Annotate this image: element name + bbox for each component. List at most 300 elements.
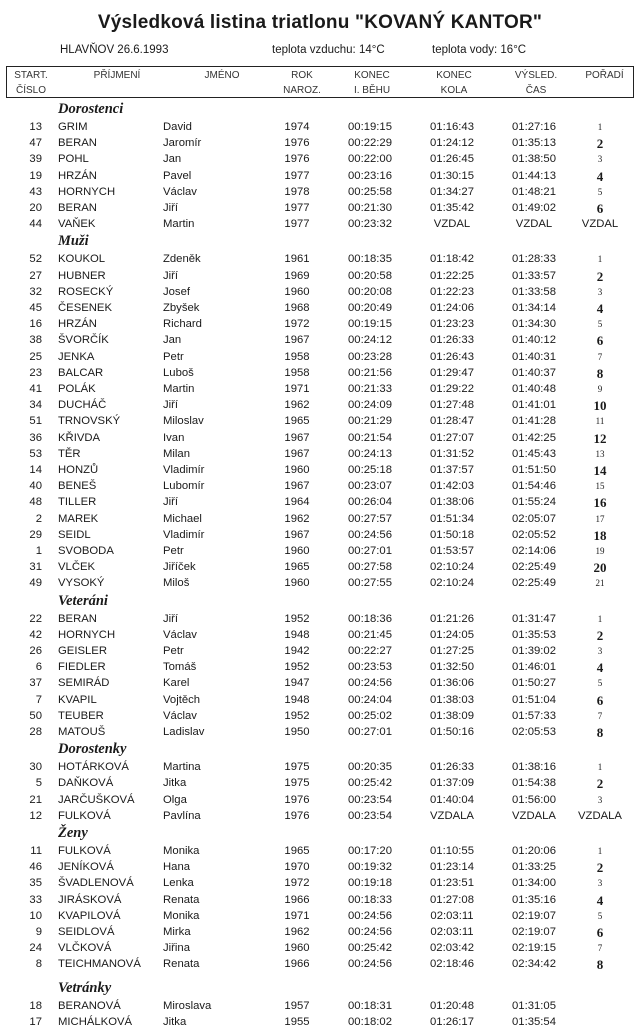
cell-first-name: Petr <box>163 645 184 657</box>
cell-surname: BALCAR <box>58 366 104 379</box>
cell-surname: DUCHÁČ <box>58 399 107 412</box>
cell-start-number: 32 <box>29 285 42 298</box>
cell-run-time: 00:27:55 <box>348 577 392 590</box>
cell-result-time: 01:50:27 <box>512 677 556 690</box>
cell-run-time: 00:18:31 <box>348 999 392 1012</box>
header-rank: POŘADÍ <box>585 70 624 81</box>
cell-result-time: VZDAL <box>515 218 553 231</box>
cell-surname: TEUBER <box>58 709 104 722</box>
table-row <box>0 333 640 348</box>
cell-surname: HORNYCH <box>58 185 116 198</box>
cell-result-time: 02:19:15 <box>512 942 556 955</box>
cell-run-time: 00:25:58 <box>348 185 392 198</box>
table-row <box>0 217 640 232</box>
water-temperature: teplota vody: 16°C <box>432 44 527 56</box>
table-row <box>0 941 640 956</box>
cell-result-time: 01:34:14 <box>512 302 556 314</box>
cell-surname: BERAN <box>58 612 97 625</box>
cell-start-number: 43 <box>29 185 42 198</box>
cell-rank: 17 <box>595 513 605 524</box>
cell-run-time: 00:25:18 <box>348 464 392 476</box>
cell-bike-time: 01:35:42 <box>430 202 474 214</box>
cell-run-time: 00:19:15 <box>348 318 392 331</box>
cell-run-time: 00:21:29 <box>348 415 392 428</box>
cell-bike-time: 01:26:33 <box>430 761 474 774</box>
cell-first-name: Milan <box>163 447 190 460</box>
cell-birth-year: 1962 <box>284 399 310 412</box>
table-row <box>0 676 640 691</box>
cell-first-name: Hana <box>163 861 191 874</box>
cell-start-number: 22 <box>29 612 42 625</box>
cell-bike-time: 01:26:45 <box>430 153 474 166</box>
table-row <box>0 398 640 413</box>
cell-bike-time: 02:03:11 <box>430 909 474 922</box>
table-row <box>0 1015 640 1030</box>
cell-result-time: 01:35:54 <box>512 1015 556 1028</box>
cell-birth-year: 1952 <box>284 661 310 674</box>
cell-result-time: 01:34:30 <box>512 318 556 331</box>
table-row <box>0 693 640 708</box>
cell-birth-year: 1976 <box>284 137 310 150</box>
cell-bike-time: 01:38:09 <box>430 709 474 722</box>
cell-run-time: 00:24:56 <box>348 677 392 690</box>
cell-result-time: 01:34:00 <box>512 877 556 890</box>
cell-first-name: Renata <box>163 893 200 906</box>
cell-run-time: 00:24:13 <box>348 447 392 460</box>
table-row <box>0 999 640 1014</box>
cell-birth-year: 1977 <box>284 169 310 182</box>
cell-start-number: 44 <box>29 218 42 231</box>
cell-bike-time: 01:37:57 <box>430 464 474 476</box>
cell-first-name: Karel <box>163 677 190 690</box>
cell-surname: ČESENEK <box>58 302 112 314</box>
cell-birth-year: 1950 <box>284 726 310 738</box>
cell-start-number: 18 <box>29 999 42 1012</box>
cell-bike-time: 01:27:08 <box>430 893 474 906</box>
cell-start-number: 27 <box>29 269 42 282</box>
cell-start-number: 28 <box>29 726 42 738</box>
cell-birth-year: 1968 <box>284 302 310 314</box>
cell-surname: VLČKOVÁ <box>58 942 112 955</box>
cell-result-time: 01:20:06 <box>512 845 556 857</box>
cell-start-number: 34 <box>29 399 42 412</box>
cell-first-name: Jan <box>163 334 182 347</box>
cell-result-time: 01:56:00 <box>512 793 556 806</box>
cell-first-name: Olga <box>163 793 187 806</box>
cell-first-name: Renata <box>163 958 200 971</box>
cell-start-number: 48 <box>29 496 42 509</box>
cell-birth-year: 1960 <box>284 464 310 476</box>
cell-run-time: 00:18:02 <box>348 1015 392 1028</box>
cell-start-number: 51 <box>29 415 42 428</box>
table-row <box>0 185 640 200</box>
cell-result-time: 02:25:49 <box>512 577 556 590</box>
cell-rank: 8 <box>596 957 604 973</box>
cell-rank: 21 <box>595 578 605 589</box>
cell-start-number: 7 <box>35 693 42 706</box>
cell-surname: POLÁK <box>58 383 96 395</box>
cell-bike-time: VZDALA <box>430 809 474 822</box>
cell-start-number: 41 <box>29 383 42 395</box>
cell-result-time: 01:31:05 <box>512 999 556 1012</box>
cell-birth-year: 1952 <box>284 612 310 625</box>
cell-rank: 2 <box>596 860 604 876</box>
cell-run-time: 00:21:33 <box>348 383 392 395</box>
cell-run-time: 00:19:18 <box>348 877 392 890</box>
cell-start-number: 19 <box>29 169 42 182</box>
cell-result-time: 02:34:42 <box>512 958 556 971</box>
cell-run-time: 00:27:58 <box>348 561 392 574</box>
cell-rank: 15 <box>595 481 605 492</box>
cell-start-number: 45 <box>29 302 42 314</box>
cell-run-time: 00:24:56 <box>348 909 392 922</box>
cell-run-time: 00:23:07 <box>348 480 392 493</box>
cell-birth-year: 1972 <box>284 877 310 890</box>
cell-run-time: 00:20:35 <box>348 761 392 774</box>
table-row <box>0 414 640 429</box>
cell-result-time: 01:54:46 <box>512 480 556 493</box>
cell-result-time: 01:54:38 <box>512 777 556 790</box>
cell-run-time: 00:23:54 <box>348 793 392 806</box>
cell-first-name: Martin <box>163 383 195 395</box>
cell-birth-year: 1955 <box>284 1015 310 1028</box>
cell-run-time: 00:21:54 <box>348 431 392 444</box>
cell-rank: 5 <box>597 319 603 330</box>
cell-birth-year: 1967 <box>284 480 310 493</box>
cell-bike-time: 02:03:42 <box>430 942 474 955</box>
cell-first-name: Jiříček <box>163 561 196 574</box>
cell-start-number: 50 <box>29 709 42 722</box>
cell-run-time: 00:24:09 <box>348 399 392 412</box>
cell-bike-time: 01:29:47 <box>430 366 474 379</box>
cell-start-number: 21 <box>29 793 42 806</box>
cell-run-time: 00:25:42 <box>348 777 392 790</box>
cell-first-name: Monika <box>163 909 200 922</box>
cell-rank: 20 <box>593 560 607 576</box>
cell-birth-year: 1969 <box>284 269 310 282</box>
cell-rank: 2 <box>596 268 604 284</box>
cell-first-name: Ivan <box>163 431 185 444</box>
cell-start-number: 40 <box>29 480 42 493</box>
cell-rank: 5 <box>597 186 603 197</box>
cell-start-number: 9 <box>35 926 42 938</box>
cell-run-time: 00:23:16 <box>348 169 392 182</box>
cell-birth-year: 1957 <box>284 999 310 1012</box>
cell-bike-time: 01:31:52 <box>430 447 474 460</box>
cell-run-time: 00:27:01 <box>348 726 392 738</box>
cell-rank: 11 <box>595 416 605 427</box>
cell-bike-time: 01:34:27 <box>430 185 474 198</box>
table-row <box>0 382 640 397</box>
cell-result-time: 01:28:33 <box>512 253 556 266</box>
cell-birth-year: 1958 <box>284 366 310 379</box>
cell-run-time: 00:23:28 <box>348 350 392 363</box>
table-row <box>0 876 640 891</box>
cell-result-time: 02:19:07 <box>512 926 556 938</box>
cell-first-name: Pavel <box>163 169 192 182</box>
cell-result-time: 01:45:43 <box>512 447 556 460</box>
cell-birth-year: 1960 <box>284 577 310 590</box>
cell-surname: TEICHMANOVÁ <box>58 958 141 971</box>
header-run-end: KONEC I. BĚHU <box>353 70 391 96</box>
cell-start-number: 24 <box>29 942 42 955</box>
cell-birth-year: 1965 <box>284 845 310 857</box>
cell-rank: 13 <box>595 448 605 459</box>
cell-first-name: Jitka <box>163 1015 187 1028</box>
cell-first-name: Zdeněk <box>163 253 201 266</box>
cell-surname: HONZŮ <box>58 464 99 476</box>
table-row <box>0 301 640 316</box>
table-row <box>0 776 640 791</box>
cell-result-time: 01:46:01 <box>512 661 556 674</box>
cell-run-time: 00:18:36 <box>348 612 392 625</box>
table-row <box>0 512 640 527</box>
cell-birth-year: 1970 <box>284 861 310 874</box>
cell-rank: 3 <box>597 286 603 297</box>
cell-run-time: 00:18:33 <box>348 893 392 906</box>
cell-bike-time: 01:50:16 <box>430 726 474 738</box>
page-title: Výsledková listina triatlonu "KOVANÝ KANTOR" <box>97 12 543 33</box>
table-row <box>0 350 640 365</box>
cell-rank: 3 <box>597 878 603 889</box>
cell-start-number: 2 <box>35 512 42 525</box>
cell-result-time: 01:57:33 <box>512 709 556 722</box>
cell-surname: JARČUŠKOVÁ <box>58 793 135 806</box>
section-title: Veteráni <box>58 592 108 609</box>
cell-start-number: 26 <box>29 645 42 657</box>
table-row <box>0 479 640 494</box>
cell-rank: 8 <box>596 725 604 740</box>
cell-start-number: 10 <box>29 909 42 922</box>
cell-run-time: 00:23:32 <box>348 218 392 231</box>
air-temperature: teplota vzduchu: 14°C <box>272 44 385 56</box>
cell-bike-time: 01:51:34 <box>430 512 474 525</box>
cell-rank: 3 <box>597 646 603 656</box>
cell-run-time: 00:19:32 <box>348 861 392 874</box>
table-row <box>0 760 640 775</box>
header-bike-end: KONEC KOLA <box>436 70 472 96</box>
cell-birth-year: 1975 <box>284 761 310 774</box>
cell-result-time: 01:31:47 <box>512 612 556 625</box>
table-row <box>0 152 640 167</box>
cell-first-name: Michael <box>163 512 202 525</box>
cell-result-time: 02:14:06 <box>512 545 556 557</box>
cell-start-number: 12 <box>29 809 42 822</box>
cell-run-time: 00:25:02 <box>348 709 392 722</box>
cell-surname: ROSECKÝ <box>58 285 114 298</box>
cell-birth-year: 1947 <box>284 677 310 690</box>
cell-result-time: 01:39:02 <box>512 645 556 657</box>
cell-run-time: 00:24:56 <box>348 926 392 938</box>
cell-birth-year: 1960 <box>284 545 310 557</box>
cell-first-name: Josef <box>163 285 191 298</box>
cell-surname: TRNOVSKÝ <box>58 415 121 428</box>
cell-first-name: Miroslava <box>163 999 212 1012</box>
cell-bike-time: 01:18:42 <box>430 253 474 266</box>
cell-surname: SEMIRÁD <box>58 677 110 690</box>
cell-result-time: 01:40:48 <box>512 383 556 395</box>
cell-bike-time: 01:24:06 <box>430 302 474 314</box>
cell-result-time: 01:40:37 <box>512 366 556 379</box>
cell-run-time: 00:24:56 <box>348 958 392 971</box>
cell-start-number: 49 <box>29 577 42 590</box>
section-title: Dorostenky <box>58 741 127 758</box>
cell-bike-time: 01:24:12 <box>430 137 474 150</box>
cell-birth-year: 1948 <box>284 693 310 706</box>
cell-first-name: Vladimír <box>163 528 205 541</box>
cell-bike-time: 01:16:43 <box>430 121 474 133</box>
cell-rank: 16 <box>593 495 607 511</box>
cell-surname: TILLER <box>58 496 97 509</box>
cell-first-name: Miloslav <box>163 415 204 428</box>
cell-birth-year: 1977 <box>284 202 310 214</box>
cell-birth-year: 1967 <box>284 447 310 460</box>
cell-start-number: 46 <box>29 861 42 874</box>
cell-birth-year: 1977 <box>284 218 310 231</box>
cell-first-name: Miloš <box>163 577 190 590</box>
table-row <box>0 252 640 267</box>
cell-surname: SEIDL <box>58 528 91 541</box>
cell-start-number: 25 <box>29 350 42 363</box>
cell-first-name: Jaromír <box>163 137 202 150</box>
cell-start-number: 38 <box>29 334 42 347</box>
table-row <box>0 285 640 300</box>
header-birth-year: ROK NAROZ. <box>283 70 321 96</box>
cell-bike-time: 01:27:25 <box>430 645 474 657</box>
cell-result-time: 01:35:13 <box>512 137 556 150</box>
cell-first-name: Vladimír <box>163 464 205 476</box>
cell-bike-time: 01:26:43 <box>430 350 474 363</box>
cell-bike-time: 01:23:14 <box>430 861 474 874</box>
cell-rank: 1 <box>597 846 603 856</box>
cell-result-time: 01:42:25 <box>512 431 556 444</box>
table-row <box>0 612 640 627</box>
cell-result-time: 01:40:12 <box>512 334 556 347</box>
cell-bike-time: 01:22:23 <box>430 285 474 298</box>
cell-surname: JIRÁSKOVÁ <box>58 893 122 906</box>
cell-run-time: 00:27:57 <box>348 512 392 525</box>
cell-result-time: 01:41:28 <box>512 415 556 428</box>
cell-start-number: 29 <box>29 528 42 541</box>
cell-birth-year: 1948 <box>284 628 310 641</box>
cell-surname: JENÍKOVÁ <box>58 861 114 874</box>
cell-rank: 5 <box>597 678 603 689</box>
cell-rank: 6 <box>596 692 604 708</box>
cell-birth-year: 1967 <box>284 334 310 347</box>
cell-bike-time: 01:27:48 <box>430 399 474 412</box>
table-row <box>0 860 640 875</box>
table-row <box>0 644 640 659</box>
cell-start-number: 11 <box>30 845 42 857</box>
cell-result-time: 01:38:50 <box>512 153 556 166</box>
table-row <box>0 447 640 462</box>
cell-rank: 3 <box>597 154 603 165</box>
cell-bike-time: 01:40:04 <box>430 793 474 806</box>
cell-birth-year: 1976 <box>284 153 310 166</box>
cell-rank: 1 <box>597 254 603 265</box>
cell-bike-time: 02:03:11 <box>430 926 474 938</box>
cell-start-number: 14 <box>29 464 42 476</box>
cell-result-time: 02:05:52 <box>512 528 556 541</box>
cell-run-time: 00:22:29 <box>348 137 392 150</box>
cell-rank: 1 <box>597 613 603 624</box>
cell-birth-year: 1965 <box>284 561 310 574</box>
cell-birth-year: 1967 <box>284 431 310 444</box>
cell-start-number: 52 <box>29 253 42 266</box>
table-row <box>0 628 640 643</box>
cell-run-time: 00:25:42 <box>348 942 392 955</box>
cell-result-time: 01:33:57 <box>512 269 556 282</box>
cell-rank: 3 <box>597 794 603 805</box>
cell-bike-time: VZDAL <box>433 218 471 231</box>
cell-run-time: 00:18:35 <box>348 253 392 266</box>
cell-bike-time: 02:18:46 <box>430 958 474 971</box>
cell-run-time: 00:24:04 <box>348 693 392 706</box>
cell-birth-year: 1961 <box>284 253 310 266</box>
cell-result-time: 01:44:13 <box>512 169 556 182</box>
cell-birth-year: 1960 <box>284 285 310 298</box>
cell-birth-year: 1942 <box>284 645 310 657</box>
cell-run-time: 00:21:56 <box>348 366 392 379</box>
cell-start-number: 35 <box>29 877 42 890</box>
cell-bike-time: 02:10:24 <box>430 577 474 590</box>
cell-birth-year: 1975 <box>284 777 310 790</box>
section-title: Muži <box>58 233 89 250</box>
table-row <box>0 169 640 184</box>
cell-bike-time: 01:37:09 <box>430 777 474 790</box>
table-row <box>0 725 640 740</box>
cell-birth-year: 1966 <box>284 958 310 971</box>
cell-first-name: Jiří <box>163 202 179 214</box>
cell-run-time: 00:21:30 <box>348 202 392 214</box>
cell-surname: BENEŠ <box>58 480 97 493</box>
cell-surname: HUBNER <box>58 269 106 282</box>
cell-birth-year: 1976 <box>284 809 310 822</box>
cell-rank: VZDALA <box>578 809 622 822</box>
cell-first-name: Tomáš <box>163 661 197 674</box>
cell-start-number: 36 <box>29 431 42 444</box>
cell-birth-year: 1972 <box>284 318 310 331</box>
cell-rank: 2 <box>596 776 604 792</box>
cell-first-name: Václav <box>163 709 197 722</box>
cell-first-name: Martina <box>163 761 201 774</box>
table-row <box>0 317 640 332</box>
cell-first-name: Luboš <box>163 366 194 379</box>
cell-run-time: 00:20:58 <box>348 269 392 282</box>
cell-birth-year: 1960 <box>284 942 310 955</box>
header-surname: PŘÍJMENÍ <box>93 70 141 81</box>
cell-rank: 6 <box>596 925 604 940</box>
cell-rank: 7 <box>597 943 603 954</box>
cell-first-name: Václav <box>163 628 197 641</box>
cell-bike-time: 01:10:55 <box>430 845 474 857</box>
cell-start-number: 31 <box>29 561 42 574</box>
cell-first-name: Zbyšek <box>163 302 200 314</box>
cell-bike-time: 01:21:26 <box>430 612 474 625</box>
cell-rank: 2 <box>596 136 604 152</box>
table-row <box>0 544 640 559</box>
cell-birth-year: 1978 <box>284 185 310 198</box>
cell-rank: 4 <box>596 660 604 676</box>
cell-first-name: Richard <box>163 318 202 331</box>
cell-rank: 7 <box>597 351 603 362</box>
cell-first-name: Jiřina <box>163 942 190 955</box>
cell-surname: BERANOVÁ <box>58 999 121 1012</box>
cell-start-number: 13 <box>29 121 42 133</box>
cell-result-time: 01:41:01 <box>512 399 556 412</box>
cell-first-name: Václav <box>163 185 197 198</box>
cell-bike-time: 01:53:57 <box>430 545 474 557</box>
